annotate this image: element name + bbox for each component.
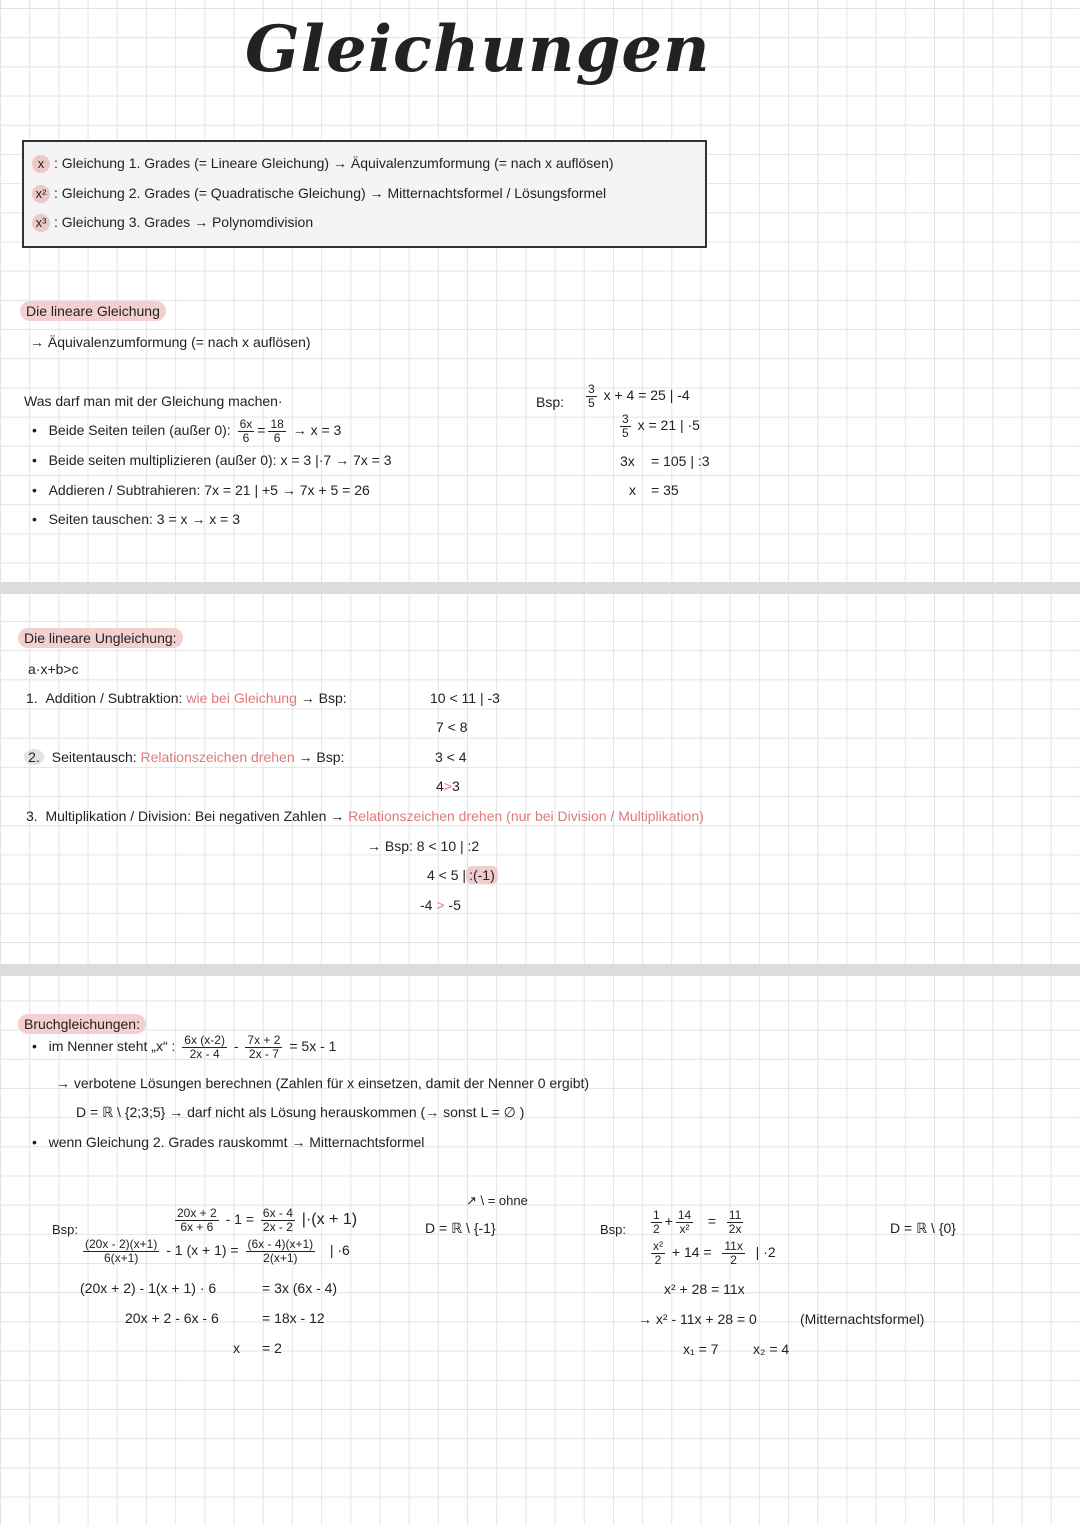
example-line-4b: = 35	[651, 482, 679, 498]
rule-2-ex-1: 3 < 4	[435, 749, 467, 765]
fraction-num: (20x - 2)(x+1)	[85, 1237, 158, 1251]
example-line-1	[583, 383, 690, 410]
rule-3-ex-2	[427, 867, 498, 883]
section-heading-linear: Die lineare Gleichung	[20, 301, 166, 321]
bullet-label: Beide Seiten teilen (außer 0):	[48, 422, 231, 439]
ex1-row-4-right: = 18x - 12	[262, 1310, 325, 1326]
ex2-row-4: → x² - 11x + 28 = 0	[638, 1311, 757, 1327]
operator: >	[443, 778, 452, 794]
equation: = 5x - 1	[289, 1038, 337, 1055]
section-heading-inequality: Die lineare Ungleichung:	[18, 628, 183, 648]
fraction-num: 3	[622, 412, 629, 426]
ex2-solution-2: x₂ = 4	[753, 1341, 790, 1357]
highlight-op: :(-1)	[466, 866, 498, 884]
overview-row	[32, 155, 614, 173]
x3-chip: x³	[32, 214, 50, 232]
example-line-3b: = 105 | :3	[651, 453, 710, 469]
ex1-domain: D = ℝ \ {-1}	[425, 1220, 496, 1236]
fraction-bullet-1: • im Nenner steht „x“ : $\frac{6x (x-2)}{2x - 4}$ - $\frac{7x + 2}{2x - 7}$ = 5x - 1	[32, 1033, 337, 1061]
fraction-den: 5	[588, 396, 595, 410]
rule-label: Multiplikation / Division: Bei negativen Zahlen →	[45, 808, 345, 824]
bullet-multiply: • Beide seiten multiplizieren (außer 0): x = 3 |·7 → 7x = 3	[32, 452, 392, 468]
fraction-num: 6x - 4	[262, 1206, 293, 1220]
bullet-label: wenn Gleichung 2. Grades rauskommt → Mitternachtsformel	[48, 1134, 425, 1150]
ex2-row-3: x² + 28 = 11x	[664, 1281, 745, 1297]
fraction-num: 14	[677, 1208, 692, 1222]
operation: | ·2	[755, 1244, 776, 1261]
equation: 4 < 5 |	[427, 867, 467, 883]
value: 4	[436, 778, 444, 794]
fraction-den: 6x + 6	[180, 1220, 214, 1234]
ex1-row-3-left: (20x + 2) - 1(x + 1) · 6	[80, 1280, 217, 1296]
value: 3	[451, 778, 460, 794]
bullet-label: Seiten tauschen:	[48, 511, 153, 527]
rule-note: Relationszeichen drehen	[140, 749, 295, 765]
equals: =	[257, 422, 266, 439]
equation: - 1 (x + 1) =	[166, 1242, 239, 1259]
equation: 8 < 10 | :2	[416, 838, 480, 854]
fraction-num: 6x	[239, 417, 253, 431]
fraction-den: 2	[653, 1222, 660, 1236]
overview-text: : Gleichung 2. Grades (= Quadratische Gleichung) → Mitternachtsformel / Lösungsformel	[54, 185, 607, 201]
fraction-den: 2x - 2	[262, 1220, 293, 1234]
bullet-swap: • Seiten tauschen: 3 = x → x = 3	[32, 511, 241, 527]
bullet-divide: • Beide Seiten teilen (außer 0): $\frac{6x}{6}$ = $\frac{18}{6}$ → x = 3	[32, 417, 342, 445]
fraction-num: x²	[653, 1239, 663, 1253]
rule-label: Addition / Subtraktion:	[45, 690, 183, 706]
fraction-num: 11	[728, 1208, 742, 1222]
fraction-den: 6(x+1)	[104, 1251, 139, 1265]
fraction-den: 2x - 4	[189, 1047, 220, 1061]
ex2-row-4-note: (Mitternachtsformel)	[800, 1311, 925, 1327]
example-label: Bsp:	[600, 1222, 627, 1237]
fraction-den: 2(x+1)	[263, 1251, 298, 1265]
rule-3-ex-3	[420, 897, 461, 913]
operation: | ·6	[329, 1242, 350, 1259]
fraction-num: 20x + 2	[177, 1206, 217, 1220]
bullet-label: im Nenner steht „x“ :	[48, 1038, 176, 1055]
fraction-num: 1	[653, 1208, 660, 1222]
rule-number: 2.	[24, 749, 44, 765]
equation: x = 21 | ·5	[637, 417, 700, 434]
fraction-den: 5	[622, 426, 629, 440]
fraction-den: 2	[730, 1253, 737, 1267]
ex1-row-5-right: = 2	[262, 1340, 282, 1356]
fraction-den: 6	[273, 431, 281, 445]
bullet-math: 3 = x → x = 3	[156, 511, 241, 527]
equation: x + 4 = 25 | -4	[603, 387, 690, 404]
fraction-bullet-2: • wenn Gleichung 2. Grades rauskommt → Mitternachtsformel	[32, 1134, 425, 1150]
rule-number: 1.	[26, 690, 38, 706]
rule-note: Relationszeichen drehen (nur bei Division / Multiplikation)	[348, 808, 704, 824]
fraction-num: 18	[270, 417, 284, 431]
value: -4	[420, 897, 433, 913]
domain-note: D = ℝ \ {2;3;5} → darf nicht als Lösung herauskommen (→ sonst L = ∅ )	[76, 1104, 525, 1120]
linear-question: Was darf man mit der Gleichung machen·	[24, 393, 283, 409]
fraction-den: 2	[654, 1253, 662, 1267]
rule-arrow: → Bsp:	[300, 690, 347, 706]
fraction-den: x²	[679, 1222, 690, 1236]
x2-chip: x²	[32, 185, 50, 203]
equation: - 1 =	[225, 1211, 254, 1228]
operator: +	[664, 1213, 673, 1230]
ex1-row-3-right: = 3x (6x - 4)	[262, 1280, 338, 1296]
page-title: Gleichungen	[245, 12, 711, 87]
bullet-label: Addieren / Subtrahieren:	[48, 482, 201, 498]
rule-3-ex-1	[367, 838, 479, 854]
operator: -	[233, 1038, 239, 1055]
example-line-3a: 3x	[620, 453, 635, 469]
forbidden-solutions: → verbotene Lösungen berechnen (Zahlen für x einsetzen, damit der Nenner 0 ergibt)	[56, 1075, 590, 1091]
overview-row	[32, 214, 313, 232]
rule-2	[24, 749, 344, 765]
ex2-row-2	[648, 1240, 776, 1267]
rule-arrow: → Bsp:	[298, 749, 345, 765]
rule-number: 3.	[26, 808, 38, 824]
rule-1	[26, 690, 347, 706]
ex1-row-2	[80, 1238, 350, 1265]
bullet-math: x = 3 |·7 → 7x = 3	[280, 452, 392, 468]
ex2-row-1	[648, 1209, 746, 1236]
divider	[0, 582, 1080, 594]
fraction-num: 3	[588, 382, 595, 396]
equals: =	[707, 1213, 717, 1230]
fraction-num: 7x + 2	[247, 1033, 281, 1047]
ex1-row-4-left: 20x + 2 - 6x - 6	[125, 1310, 219, 1326]
ex1-note: ↗ \ = ohne	[466, 1193, 528, 1208]
section-heading-fractions: Bruchgleichungen:	[18, 1014, 146, 1034]
operator: >	[436, 897, 445, 913]
rule-1-ex-1: 10 < 11 | -3	[430, 690, 500, 706]
overview-text: : Gleichung 1. Grades (= Lineare Gleichung) → Äquivalenzumformung (= nach x auflösen)	[54, 155, 614, 171]
fraction-num: (6x - 4)(x+1)	[247, 1237, 314, 1251]
operation: |·(x + 1)	[301, 1211, 358, 1229]
linear-subtitle: → Äquivalenzumformung (= nach x auflösen)	[30, 334, 311, 350]
equation: + 14 =	[671, 1244, 712, 1261]
divider	[0, 964, 1080, 976]
fraction-den: 2x - 7	[248, 1047, 279, 1061]
value: -5	[448, 897, 461, 913]
inequality-formula: a·x+b>c	[28, 661, 79, 677]
example-line-2	[617, 413, 700, 440]
rule-note: wie bei Gleichung	[186, 690, 297, 706]
ex2-solution-1: x₁ = 7	[683, 1341, 719, 1357]
fraction-den: 6	[242, 431, 250, 445]
fraction-den: 2x	[728, 1222, 742, 1236]
x-chip: x	[32, 155, 50, 173]
rule-1-ex-2: 7 < 8	[436, 719, 468, 735]
overview-text: : Gleichung 3. Grades → Polynomdivision	[54, 214, 314, 230]
bullet-math: 7x = 21 | +5 → 7x + 5 = 26	[204, 482, 370, 498]
ex2-domain: D = ℝ \ {0}	[890, 1220, 956, 1236]
rule-3	[26, 808, 704, 824]
rule-arrow: → Bsp:	[367, 838, 413, 854]
example-label: Bsp:	[52, 1222, 79, 1237]
bullet-math: → x = 3	[292, 422, 342, 439]
ex1-row-1	[172, 1207, 357, 1234]
bullet-label: Beide seiten multiplizieren (außer 0):	[48, 452, 277, 468]
bullet-add: • Addieren / Subtrahieren: 7x = 21 | +5 → 7x + 5 = 26	[32, 482, 370, 498]
example-line-4a: x	[629, 482, 636, 498]
ex1-row-5-left: x	[233, 1340, 240, 1356]
fraction-num: 11x	[724, 1239, 743, 1253]
overview-row	[32, 185, 606, 203]
rule-2-ex-2	[436, 778, 460, 794]
example-label: Bsp:	[536, 394, 565, 410]
rule-label: Seitentausch:	[51, 749, 137, 765]
fraction-num: 6x (x-2)	[184, 1033, 225, 1047]
